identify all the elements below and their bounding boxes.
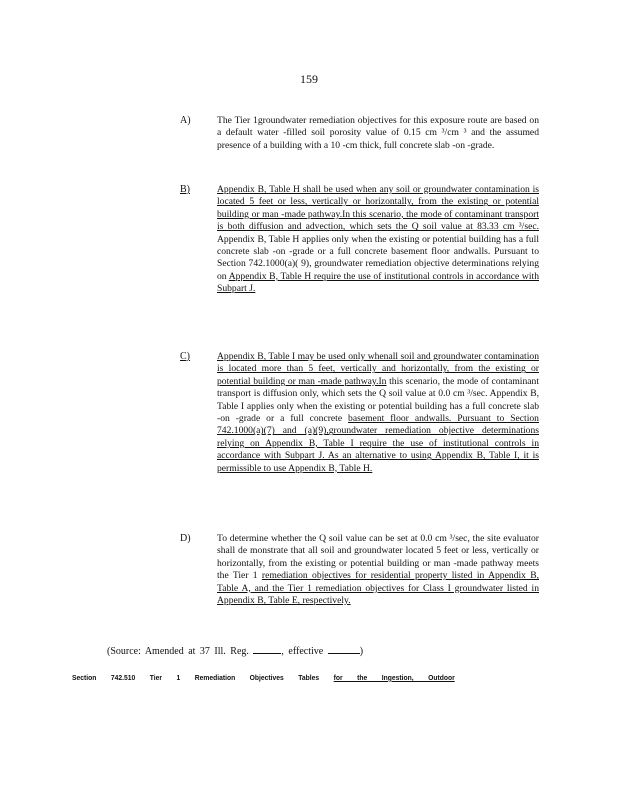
item-marker: D) bbox=[180, 533, 191, 544]
item-text-underlined-end: Appendix B, Table H require the use of institutional controls in accordance with Subpart J. bbox=[217, 270, 539, 295]
item-text-underlined: Appendix B, Table I may be used only whenall soil and groundwater contamination is located more than 5 feet, vertically and horizontally, from the existing or potential building or man -made pathway.In bbox=[217, 351, 539, 387]
item-text-plain: this scenario, the mode of contaminant transport is diffusion only, which sets the Q soil value at 0.0 cm ³/sec. Appendix B, Table I applies only when the existing or potential building has a full concrete slab -on -grade or a full concrete bbox=[217, 375, 539, 425]
item-text-block bbox=[217, 184, 539, 296]
page-number: 159 bbox=[300, 72, 318, 86]
source-note bbox=[107, 644, 363, 657]
source-suffix: ) bbox=[359, 646, 364, 657]
item-marker: C) bbox=[180, 351, 190, 362]
source-middle: , effective bbox=[281, 646, 324, 657]
item-text-block bbox=[217, 351, 539, 475]
item-text-underlined-end: basement floor andwalls. Pursuant to Section 742.1000(a)(7) and (a)(9),groundwater remediation objective determinations relying on Appendix B, Table I require the use of institutional controls in accordance with Subpart J. As an alternative to using Appendix B, Table I, it is permissible to use Appendix B, Table H. bbox=[217, 413, 539, 474]
source-prefix: (Source: Amended at 37 Ill. Reg. bbox=[107, 646, 249, 657]
section-label: Section 742.510 Tier 1 Remediation Objectives Tables bbox=[72, 673, 320, 682]
item-marker: A) bbox=[180, 115, 191, 126]
item-text-underlined-end: remediation objectives for residential property listed in Appendix B, Table A, and the Tier 1 remediation objectives for Class I groundwater listed in Appendix B, Table E, respectively. bbox=[217, 570, 539, 607]
item-marker: B) bbox=[180, 184, 190, 195]
item-text-underlined: Appendix B, Table H shall be used when any soil or groundwater contamination is located 5 feet or less, vertically or horizontally, from the existing or potential building or man -made pathway.In this scenario, the mode of contaminant transport is both diffusion and advection, which sets the Q soil value at 83.33 cm ³/sec. bbox=[217, 184, 539, 233]
item-text-plain: To determine whether the Q soil value can be set at 0.0 cm ³/sec, the site evaluator shall de monstrate that all soil and groundwater located 5 feet or less, vertically or horizontally, from the existing or potential building or man -made pathway meets the Tier 1 bbox=[217, 533, 539, 582]
blank-line bbox=[253, 644, 281, 654]
blank-line bbox=[328, 644, 360, 654]
item-text: The Tier 1groundwater remediation objectives for this exposure route are based on a default water -filled soil porosity value of 0.15 cm ³/cm ³ and the assumed presence of a building with a 10 -cm thick, full concrete slab -on -grade. bbox=[217, 115, 539, 151]
item-text-block bbox=[217, 533, 539, 607]
section-underlined: for the Ingestion, Outdoor bbox=[333, 673, 455, 682]
item-text-plain: Appendix B, Table H applies only when the existing or potential building has a full concrete slab -on -grade or a full concrete basement floor andwalls. Pursuant to Section 742.1000(a)( 9), groundwater remediation objective determinations relying on bbox=[217, 233, 539, 282]
section-heading bbox=[72, 673, 468, 682]
